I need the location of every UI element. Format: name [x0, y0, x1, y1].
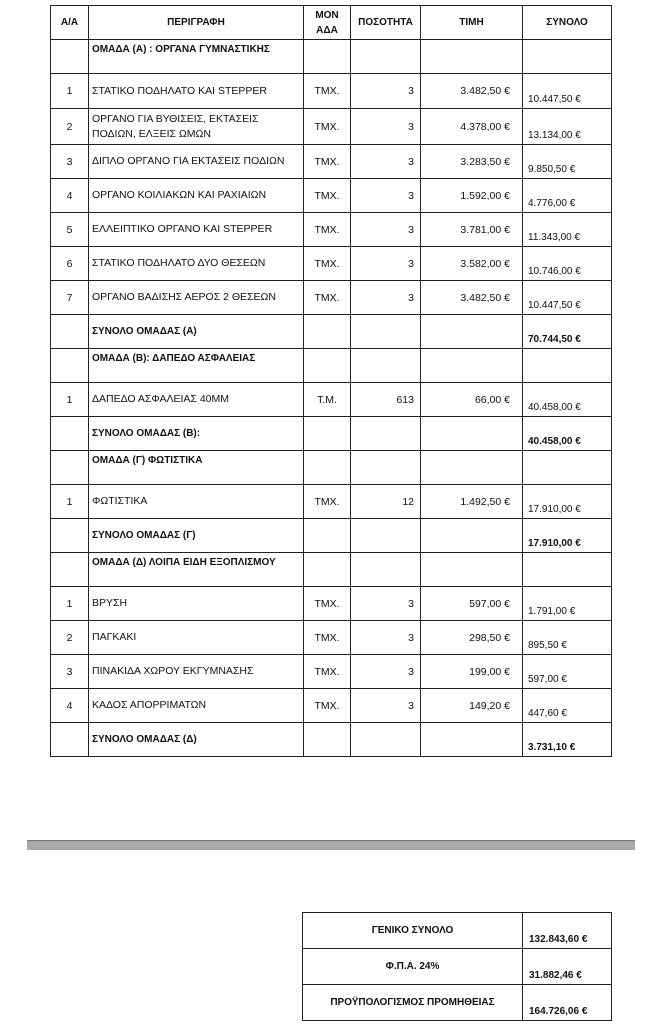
cell-total: 10.447,50 € [523, 74, 612, 109]
cell-aa: 1 [51, 383, 89, 417]
table-row [51, 621, 612, 655]
cell-price: 3.283,50 € [421, 145, 523, 179]
cell-quantity: 3 [351, 247, 421, 281]
cell-price [421, 519, 523, 553]
group-header-row [51, 40, 612, 74]
header-unit: ΜΟΝ ΑΔΑ [304, 6, 351, 40]
cell-unit: ΤΜΧ. [304, 655, 351, 689]
cell-quantity [351, 553, 421, 587]
cell-aa: 1 [51, 74, 89, 109]
summary-row [303, 913, 612, 949]
table-header-row [51, 6, 612, 40]
cell-total: 3.731,10 € [523, 723, 612, 757]
cell-unit [304, 723, 351, 757]
cell-price [421, 723, 523, 757]
cell-price: 298,50 € [421, 621, 523, 655]
cell-description: ΟΜΑΔΑ (Β): ΔΑΠΕΔΟ ΑΣΦΑΛΕΙΑΣ [89, 349, 304, 383]
table-row [51, 485, 612, 519]
summary-label: ΓΕΝΙΚΟ ΣΥΝΟΛΟ [303, 913, 523, 949]
cell-total: 11.343,00 € [523, 213, 612, 247]
cell-price [421, 349, 523, 383]
cell-aa [51, 451, 89, 485]
cell-aa: 3 [51, 655, 89, 689]
cell-description: ΣΥΝΟΛΟ ΟΜΑΔΑΣ (Β): [89, 417, 304, 451]
cell-description: ΣΥΝΟΛΟ ΟΜΑΔΑΣ (Δ) [89, 723, 304, 757]
cell-total: 10.746,00 € [523, 247, 612, 281]
cell-price: 1.592,00 € [421, 179, 523, 213]
cell-price: 3.482,50 € [421, 281, 523, 315]
summary-row [303, 949, 612, 985]
cell-unit: ΤΜΧ. [304, 281, 351, 315]
cell-total: 17.910,00 € [523, 519, 612, 553]
cell-description: ΟΡΓΑΝΟ ΚΟΙΛΙΑΚΩΝ ΚΑΙ ΡΑΧΙΑΙΩΝ [89, 179, 304, 213]
table-row [51, 145, 612, 179]
cell-unit [304, 40, 351, 74]
cell-description: ΣΤΑΤΙΚΟ ΠΟΔΗΛΑΤΟ ΔΥΟ ΘΕΣΕΩΝ [89, 247, 304, 281]
cell-total: 13.134,00 € [523, 109, 612, 145]
cell-unit [304, 519, 351, 553]
summary-label: ΠΡΟΫΠΟΛΟΓΙΣΜΟΣ ΠΡΟΜΗΘΕΙΑΣ [303, 985, 523, 1021]
cell-total: 17.910,00 € [523, 485, 612, 519]
header-price: ΤΙΜΗ [421, 6, 523, 40]
cell-quantity: 613 [351, 383, 421, 417]
cell-quantity: 3 [351, 689, 421, 723]
cell-aa [51, 315, 89, 349]
cell-quantity [351, 451, 421, 485]
cell-quantity: 3 [351, 213, 421, 247]
cell-quantity: 3 [351, 621, 421, 655]
cell-quantity [351, 417, 421, 451]
cell-description: ΣΤΑΤΙΚΟ ΠΟΔΗΛΑΤΟ ΚΑΙ STEPPER [89, 74, 304, 109]
header-aa: Α/Α [51, 6, 89, 40]
cell-total [523, 349, 612, 383]
cell-quantity: 3 [351, 655, 421, 689]
cell-total: 4.776,00 € [523, 179, 612, 213]
cell-description: ΟΜΑΔΑ (Α) : ΟΡΓΑΝΑ ΓΥΜΝΑΣΤΙΚΗΣ [89, 40, 304, 74]
cell-unit: ΤΜΧ. [304, 74, 351, 109]
cell-aa: 3 [51, 145, 89, 179]
cell-quantity [351, 519, 421, 553]
cell-quantity: 3 [351, 109, 421, 145]
cell-quantity: 3 [351, 587, 421, 621]
summary-value: 164.726,06 € [523, 985, 612, 1021]
table-row [51, 179, 612, 213]
cell-aa: 2 [51, 109, 89, 145]
cell-description: ΟΜΑΔΑ (Γ) ΦΩΤΙΣΤΙΚΑ [89, 451, 304, 485]
cell-total: 40.458,00 € [523, 417, 612, 451]
cell-price [421, 315, 523, 349]
cell-unit: ΤΜΧ. [304, 689, 351, 723]
cell-description: ΒΡΥΣΗ [89, 587, 304, 621]
cell-unit: Τ.Μ. [304, 383, 351, 417]
cell-description: ΚΑΔΟΣ ΑΠΟΡΡΙΜΑΤΩΝ [89, 689, 304, 723]
cell-description: ΕΛΛΕΙΠΤΙΚΟ ΟΡΓΑΝΟ ΚΑΙ STEPPER [89, 213, 304, 247]
cell-unit [304, 349, 351, 383]
cell-price [421, 417, 523, 451]
cell-price: 3.582,00 € [421, 247, 523, 281]
summary-value: 132.843,60 € [523, 913, 612, 949]
cell-price [421, 451, 523, 485]
cell-unit: ΤΜΧ. [304, 621, 351, 655]
cell-description: ΣΥΝΟΛΟ ΟΜΑΔΑΣ (Γ) [89, 519, 304, 553]
table-row [51, 109, 612, 145]
group-subtotal-row [51, 723, 612, 757]
cell-unit [304, 315, 351, 349]
cell-total: 40.458,00 € [523, 383, 612, 417]
cell-description: ΟΡΓΑΝΟ ΒΑΔΙΣΗΣ ΑΕΡΟΣ 2 ΘΕΣΕΩΝ [89, 281, 304, 315]
cell-quantity [351, 40, 421, 74]
cell-price: 199,00 € [421, 655, 523, 689]
cell-total: 895,50 € [523, 621, 612, 655]
cell-quantity: 3 [351, 145, 421, 179]
cell-total: 10.447,50 € [523, 281, 612, 315]
table-row [51, 213, 612, 247]
cell-aa [51, 519, 89, 553]
cell-description: ΔΑΠΕΔΟ ΑΣΦΑΛΕΙΑΣ 40ΜΜ [89, 383, 304, 417]
cell-quantity: 12 [351, 485, 421, 519]
group-subtotal-row [51, 417, 612, 451]
cell-unit: ΤΜΧ. [304, 145, 351, 179]
summary-row [303, 985, 612, 1021]
cell-quantity: 3 [351, 281, 421, 315]
cell-unit: ΤΜΧ. [304, 587, 351, 621]
cell-aa [51, 723, 89, 757]
cell-total: 70.744,50 € [523, 315, 612, 349]
cell-total [523, 553, 612, 587]
cell-aa [51, 40, 89, 74]
cell-price: 1.492,50 € [421, 485, 523, 519]
cell-unit: ΤΜΧ. [304, 109, 351, 145]
group-header-row [51, 553, 612, 587]
group-subtotal-row [51, 315, 612, 349]
cell-description: ΔΙΠΛΟ ΟΡΓΑΝΟ ΓΙΑ ΕΚΤΑΣΕΙΣ ΠΟΔΙΩΝ [89, 145, 304, 179]
summary-table [302, 912, 612, 1021]
cell-unit [304, 553, 351, 587]
cell-aa: 7 [51, 281, 89, 315]
table-row [51, 74, 612, 109]
cell-unit [304, 451, 351, 485]
cell-quantity [351, 315, 421, 349]
summary-label: Φ.Π.Α. 24% [303, 949, 523, 985]
cell-total [523, 40, 612, 74]
cell-aa: 5 [51, 213, 89, 247]
cell-quantity: 3 [351, 179, 421, 213]
group-header-row [51, 349, 612, 383]
cell-total: 1.791,00 € [523, 587, 612, 621]
cell-quantity [351, 723, 421, 757]
cell-price: 4.378,00 € [421, 109, 523, 145]
cell-price [421, 40, 523, 74]
cell-aa: 1 [51, 485, 89, 519]
cell-price: 3.781,00 € [421, 213, 523, 247]
cell-unit: ΤΜΧ. [304, 485, 351, 519]
header-description: ΠΕΡΙΓΡΑΦΗ [89, 6, 304, 40]
cell-description: ΟΜΑΔΑ (Δ) ΛΟΙΠΑ ΕΙΔΗ ΕΞΟΠΛΙΣΜΟΥ [89, 553, 304, 587]
page-divider [27, 840, 635, 850]
cell-aa: 6 [51, 247, 89, 281]
table-row [51, 587, 612, 621]
group-header-row [51, 451, 612, 485]
cell-description: ΦΩΤΙΣΤΙΚΑ [89, 485, 304, 519]
cell-description: ΟΡΓΑΝΟ ΓΙΑ ΒΥΘΙΣΕΙΣ, ΕΚΤΑΣΕΙΣ ΠΟΔΙΩΝ, ΕΛΞΕΙΣ ΩΜΩΝ [89, 109, 304, 145]
table-row [51, 247, 612, 281]
cell-description: ΣΥΝΟΛΟ ΟΜΑΔΑΣ (Α) [89, 315, 304, 349]
cell-price: 3.482,50 € [421, 74, 523, 109]
cell-unit: ΤΜΧ. [304, 247, 351, 281]
cell-unit [304, 417, 351, 451]
summary-value: 31.882,46 € [523, 949, 612, 985]
cell-total: 447,60 € [523, 689, 612, 723]
cell-price: 149,20 € [421, 689, 523, 723]
cell-price: 66,00 € [421, 383, 523, 417]
cell-description: ΠΑΓΚΑΚΙ [89, 621, 304, 655]
cell-aa: 4 [51, 179, 89, 213]
cell-description: ΠΙΝΑΚΙΔΑ ΧΩΡΟΥ ΕΚΓΥΜΝΑΣΗΣ [89, 655, 304, 689]
group-subtotal-row [51, 519, 612, 553]
table-row [51, 383, 612, 417]
cell-aa: 4 [51, 689, 89, 723]
table-row [51, 281, 612, 315]
cell-price: 597,00 € [421, 587, 523, 621]
cell-total: 597,00 € [523, 655, 612, 689]
cell-aa: 2 [51, 621, 89, 655]
cell-quantity: 3 [351, 74, 421, 109]
budget-table [50, 5, 612, 757]
cell-price [421, 553, 523, 587]
cell-total: 9.850,50 € [523, 145, 612, 179]
table-row [51, 689, 612, 723]
cell-aa [51, 417, 89, 451]
cell-aa: 1 [51, 587, 89, 621]
header-quantity: ΠΟΣΟΤΗΤΑ [351, 6, 421, 40]
cell-unit: ΤΜΧ. [304, 179, 351, 213]
cell-aa [51, 553, 89, 587]
cell-quantity [351, 349, 421, 383]
cell-aa [51, 349, 89, 383]
cell-unit: ΤΜΧ. [304, 213, 351, 247]
header-total: ΣΥΝΟΛΟ [523, 6, 612, 40]
table-row [51, 655, 612, 689]
cell-total [523, 451, 612, 485]
